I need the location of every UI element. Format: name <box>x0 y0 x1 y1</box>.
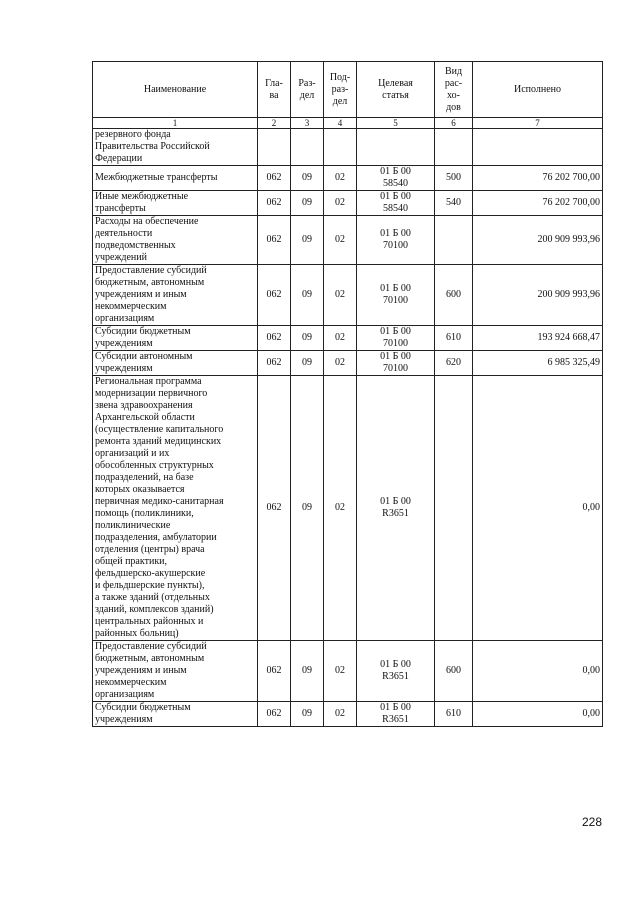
cell-glava: 062 <box>258 166 291 191</box>
cell-name: Предоставление субсидий бюджетным, автономным учреждениям и иным некоммерческим организациям <box>93 641 258 702</box>
cell-celevaya <box>357 129 435 166</box>
header-name: Наименование <box>93 62 258 118</box>
table-row <box>93 265 603 326</box>
table-row <box>93 351 603 376</box>
cell-podrazdel: 02 <box>324 326 357 351</box>
cell-razdel: 09 <box>291 166 324 191</box>
cell-glava: 062 <box>258 702 291 727</box>
cell-name: Расходы на обеспечение деятельности подведомственных учреждений <box>93 216 258 265</box>
header-ispolneno: Исполнено <box>473 62 603 118</box>
cell-vid: 540 <box>435 191 473 216</box>
cell-podrazdel: 02 <box>324 166 357 191</box>
cell-name: Региональная программа модернизации первичного звена здравоохранения Архангельской области (осуществление капитального ремонта зданий медицинских организаций и их обособленных структурных подразделений, на базе которых оказывается первичная медико-санитарная помощь (поликлиники, поликлинические подразделения, амбулатории отделения (центры) врача общей практики, фельдшерско-акушерские и фельдшерские пункты), а также зданий (отдельных зданий, комплексов зданий) центральных районных и районных больниц) <box>93 376 258 641</box>
cell-celevaya: 01 Б 00 70100 <box>357 326 435 351</box>
cell-ispolneno: 0,00 <box>473 641 603 702</box>
cell-razdel: 09 <box>291 216 324 265</box>
column-number: 2 <box>258 118 291 129</box>
column-number: 5 <box>357 118 435 129</box>
cell-podrazdel: 02 <box>324 641 357 702</box>
cell-ispolneno: 200 909 993,96 <box>473 216 603 265</box>
cell-razdel: 09 <box>291 351 324 376</box>
table-row <box>93 326 603 351</box>
cell-celevaya: 01 Б 00 70100 <box>357 351 435 376</box>
table-row <box>93 129 603 166</box>
cell-podrazdel: 02 <box>324 216 357 265</box>
cell-name: резервного фонда Правительства Российской Федерации <box>93 129 258 166</box>
cell-vid <box>435 216 473 265</box>
header-glava: Гла- ва <box>258 62 291 118</box>
cell-celevaya: 01 Б 00 70100 <box>357 265 435 326</box>
table-row <box>93 166 603 191</box>
cell-celevaya: 01 Б 00 R3651 <box>357 702 435 727</box>
cell-vid: 620 <box>435 351 473 376</box>
cell-podrazdel: 02 <box>324 265 357 326</box>
cell-name: Межбюджетные трансферты <box>93 166 258 191</box>
cell-celevaya: 01 Б 00 58540 <box>357 191 435 216</box>
table-row <box>93 702 603 727</box>
cell-name: Субсидии бюджетным учреждениям <box>93 702 258 727</box>
cell-ispolneno: 200 909 993,96 <box>473 265 603 326</box>
cell-ispolneno <box>473 129 603 166</box>
cell-name: Субсидии бюджетным учреждениям <box>93 326 258 351</box>
table-row <box>93 376 603 641</box>
cell-celevaya: 01 Б 00 58540 <box>357 166 435 191</box>
cell-celevaya: 01 Б 00 R3651 <box>357 376 435 641</box>
page-number: 228 <box>582 815 603 829</box>
header-razdel: Раз- дел <box>291 62 324 118</box>
cell-ispolneno: 0,00 <box>473 376 603 641</box>
cell-glava: 062 <box>258 376 291 641</box>
cell-ispolneno: 193 924 668,47 <box>473 326 603 351</box>
cell-name: Субсидии автономным учреждениям <box>93 351 258 376</box>
table-row <box>93 216 603 265</box>
cell-glava: 062 <box>258 641 291 702</box>
column-number: 7 <box>473 118 603 129</box>
cell-glava: 062 <box>258 265 291 326</box>
cell-razdel: 09 <box>291 191 324 216</box>
header-vid: Вид рас- хо- дов <box>435 62 473 118</box>
cell-podrazdel <box>324 129 357 166</box>
cell-ispolneno: 76 202 700,00 <box>473 191 603 216</box>
cell-glava: 062 <box>258 191 291 216</box>
column-number: 6 <box>435 118 473 129</box>
column-number: 3 <box>291 118 324 129</box>
cell-ispolneno: 0,00 <box>473 702 603 727</box>
cell-podrazdel: 02 <box>324 191 357 216</box>
cell-podrazdel: 02 <box>324 351 357 376</box>
cell-glava: 062 <box>258 326 291 351</box>
header-row <box>93 62 603 118</box>
cell-vid <box>435 129 473 166</box>
cell-name: Иные межбюджетные трансферты <box>93 191 258 216</box>
cell-vid <box>435 376 473 641</box>
cell-razdel: 09 <box>291 376 324 641</box>
header-celevaya: Целевая статья <box>357 62 435 118</box>
cell-name: Предоставление субсидий бюджетным, автономным учреждениям и иным некоммерческим организациям <box>93 265 258 326</box>
cell-podrazdel: 02 <box>324 376 357 641</box>
cell-celevaya: 01 Б 00 70100 <box>357 216 435 265</box>
cell-vid: 600 <box>435 265 473 326</box>
column-number: 1 <box>93 118 258 129</box>
table-row <box>93 191 603 216</box>
cell-vid: 610 <box>435 326 473 351</box>
cell-razdel <box>291 129 324 166</box>
budget-table <box>92 61 603 727</box>
cell-podrazdel: 02 <box>324 702 357 727</box>
cell-glava: 062 <box>258 216 291 265</box>
cell-razdel: 09 <box>291 265 324 326</box>
cell-glava: 062 <box>258 351 291 376</box>
column-number: 4 <box>324 118 357 129</box>
cell-razdel: 09 <box>291 641 324 702</box>
column-number-row <box>93 118 603 129</box>
cell-ispolneno: 76 202 700,00 <box>473 166 603 191</box>
cell-celevaya: 01 Б 00 R3651 <box>357 641 435 702</box>
cell-vid: 500 <box>435 166 473 191</box>
header-podrazdel: Под- раз- дел <box>324 62 357 118</box>
cell-ispolneno: 6 985 325,49 <box>473 351 603 376</box>
cell-vid: 600 <box>435 641 473 702</box>
cell-glava <box>258 129 291 166</box>
cell-vid: 610 <box>435 702 473 727</box>
cell-razdel: 09 <box>291 326 324 351</box>
cell-razdel: 09 <box>291 702 324 727</box>
table-row <box>93 641 603 702</box>
